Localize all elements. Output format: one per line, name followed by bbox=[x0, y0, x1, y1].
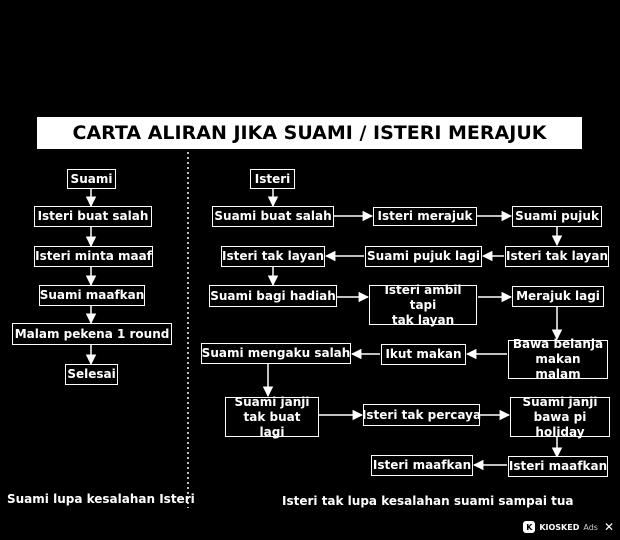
node-suami-mengaku-salah bbox=[201, 343, 351, 364]
node-label: Ikut makan bbox=[385, 347, 462, 361]
node-label: Malam pekena 1 round bbox=[14, 326, 170, 341]
node-isteri-ambil-tapi-tak-layan bbox=[369, 282, 477, 327]
caption-left: Suami lupa kesalahan Isteri bbox=[7, 492, 195, 506]
ads-brand: KIOSKED bbox=[539, 522, 580, 532]
node-left-suami bbox=[67, 169, 116, 189]
node-bawa-belanja-makan-malam bbox=[508, 337, 608, 381]
node-left-isteri-minta-maaf bbox=[34, 246, 153, 267]
node-left-isteri-buat-salah bbox=[34, 206, 152, 227]
node-label: Isteri buat salah bbox=[37, 209, 149, 223]
node-suami-bagi-hadiah bbox=[209, 285, 337, 307]
node-suami-janji-bawa-pi-holiday bbox=[510, 394, 610, 439]
node-label-line-1: Suami janji bbox=[522, 394, 598, 409]
node-isteri-tak-layan-1 bbox=[505, 246, 609, 267]
node-label-line-1: Bawa belanja bbox=[512, 337, 604, 351]
node-ikut-makan bbox=[381, 344, 466, 365]
close-icon[interactable]: ✕ bbox=[603, 520, 614, 534]
ads-label: Ads bbox=[583, 522, 598, 532]
node-label: Suami mengaku salah bbox=[201, 346, 351, 360]
node-label-line-2: bawa pi holiday bbox=[533, 409, 587, 439]
node-left-selesai bbox=[65, 364, 118, 385]
node-label: Isteri maafkan bbox=[508, 459, 608, 473]
node-label: Isteri tak layan bbox=[506, 249, 608, 263]
node-label: Isteri minta maaf bbox=[35, 249, 152, 263]
node-isteri bbox=[250, 169, 295, 189]
kiosked-logo-icon: K bbox=[523, 521, 535, 533]
node-label: Merajuk lagi bbox=[516, 289, 600, 303]
node-suami-pujuk bbox=[512, 206, 602, 227]
node-label: Isteri bbox=[254, 171, 291, 186]
node-label-line-2: tak layan bbox=[391, 312, 455, 327]
node-label: Suami bagi hadiah bbox=[210, 288, 336, 303]
node-merajuk-lagi bbox=[512, 286, 604, 307]
node-label: Suami buat salah bbox=[214, 209, 332, 223]
ads-badge[interactable] bbox=[523, 520, 614, 534]
node-label: Suami maafkan bbox=[39, 288, 145, 302]
node-label-line-2: makan malam bbox=[535, 352, 581, 381]
node-suami-janji-tak-buat-lagi bbox=[225, 394, 319, 439]
node-left-suami-label: Suami bbox=[70, 171, 113, 186]
node-isteri-tak-percaya bbox=[363, 404, 480, 426]
node-isteri-tak-layan-2 bbox=[221, 246, 325, 267]
node-left-suami-maafkan bbox=[39, 285, 145, 306]
node-label-line-1: Suami janji bbox=[234, 394, 310, 409]
page-title: CARTA ALIRAN JIKA SUAMI / ISTERI MERAJUK bbox=[72, 122, 547, 144]
node-label: Isteri tak layan bbox=[222, 249, 324, 263]
node-label: Suami pujuk bbox=[515, 209, 599, 223]
node-isteri-maafkan-1 bbox=[371, 455, 473, 476]
node-suami-pujuk-lagi bbox=[365, 246, 482, 267]
node-isteri-maafkan-2 bbox=[508, 456, 608, 477]
caption-right: Isteri tak lupa kesalahan suami sampai tua bbox=[282, 494, 574, 508]
node-label-line-2: tak buat lagi bbox=[243, 409, 301, 439]
node-suami-buat-salah bbox=[212, 206, 334, 227]
node-label: Isteri maafkan bbox=[372, 458, 472, 472]
node-label: Isteri tak percaya bbox=[361, 407, 482, 422]
node-label: Selesai bbox=[67, 367, 116, 381]
node-label: Suami pujuk lagi bbox=[367, 249, 480, 263]
node-left-malam-pekena bbox=[12, 323, 172, 345]
node-label: Isteri merajuk bbox=[377, 209, 473, 223]
node-isteri-merajuk bbox=[373, 207, 477, 226]
node-label-line-1: Isteri ambil tapi bbox=[384, 282, 462, 312]
